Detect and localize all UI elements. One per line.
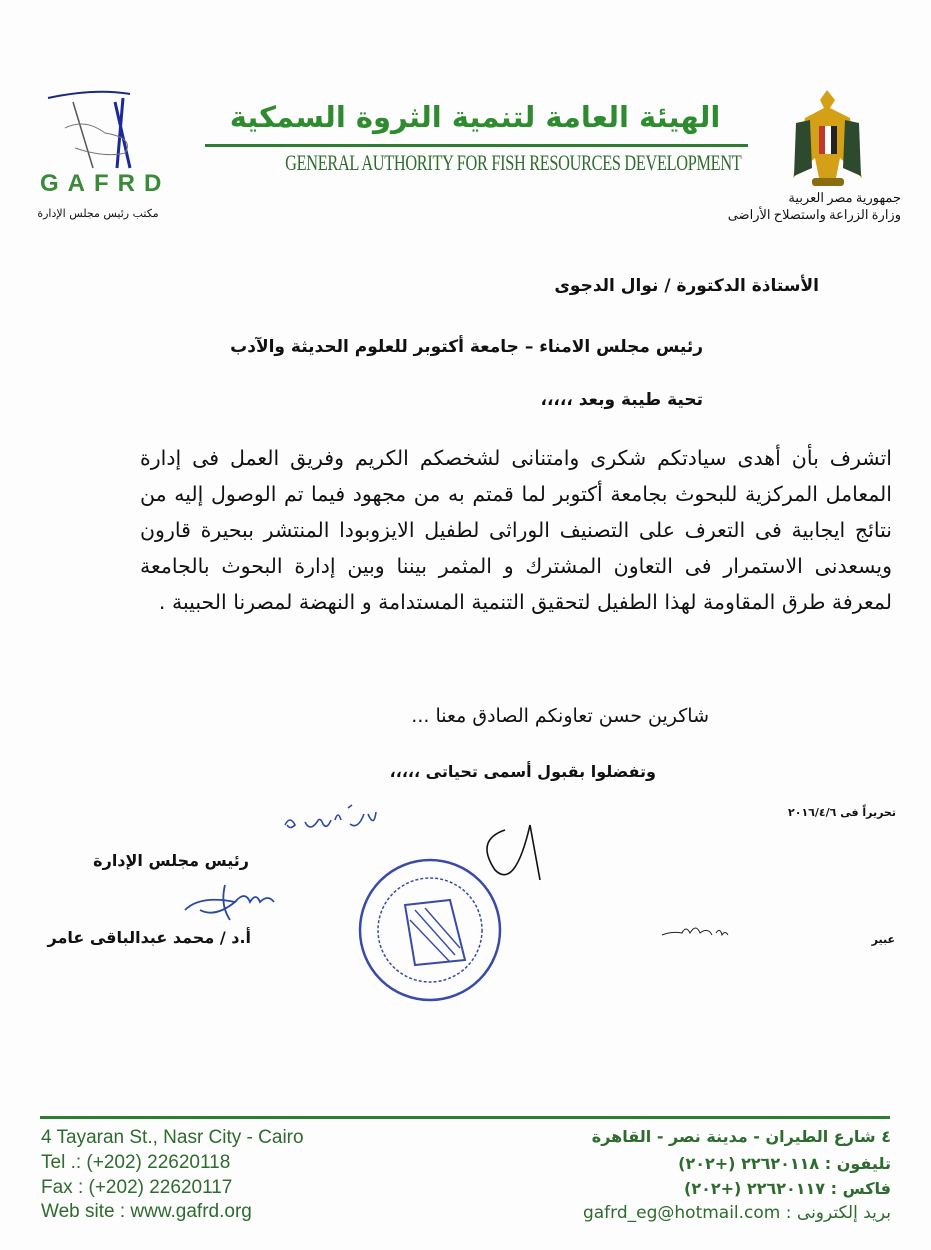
official-stamp-icon bbox=[355, 810, 555, 1010]
addressee: الأستاذة الدكتورة / نوال الدجوى bbox=[554, 276, 819, 296]
thanks-line: شاكرين حسن تعاونكم الصادق معنا ... bbox=[411, 705, 709, 727]
signatory-name: أ.د / محمد عبدالباقى عامر bbox=[47, 928, 251, 947]
footer-website-link[interactable]: Web site : www.gafrd.org bbox=[41, 1201, 252, 1222]
office-label: مكتب رئيس مجلس الإدارة bbox=[37, 207, 159, 220]
initials-icon bbox=[660, 915, 730, 945]
footer-fax-ar: فاكس : ٢٢٦٢٠١١٧ (+٢٠٢) bbox=[684, 1179, 891, 1198]
eagle-emblem-icon bbox=[790, 88, 865, 193]
country-label: جمهورية مصر العربية bbox=[788, 190, 901, 205]
signature-icon bbox=[180, 880, 290, 925]
header-divider bbox=[205, 144, 748, 147]
addressee-position: رئيس مجلس الامناء – جامعة أكتوبر للعلوم الحديثة والآدب bbox=[230, 337, 703, 357]
letter-body: اتشرف بأن أهدى سيادتكم شكرى وامتنانى لشخصكم الكريم وفريق العمل فى إدارة المعامل المركزية للبحوث بجامعة أكتوبر لما قمتم به من مجهود فيما تم الوصول إليه من نتائج ايجابية فى التعرف على التصنيف الوراثى لطفيل الايزوبودا المنتشر ببحيرة قارون ويسعدنى الاستمرار فى التعاون المشترك و المثمر بيننا وبين إدارة البحوث بالجامعة لمعرفة طرق المقاومة لهذا الطفيل لتحقيق التنمية المستدامة و النهضة لمصرنا الحبيبة . bbox=[140, 446, 892, 614]
arabic-title: الهيئة العامة لتنمية الثروة السمكية bbox=[229, 100, 721, 134]
typist-initials: عبير bbox=[871, 933, 895, 946]
signatory-title: رئيس مجلس الإدارة bbox=[93, 851, 249, 870]
footer-fax-en: Fax : (+202) 22620117 bbox=[41, 1177, 233, 1198]
ministry-label: وزارة الزراعة واستصلاح الأراضى bbox=[727, 207, 901, 222]
footer-tel-en: Tel .: (+202) 22620118 bbox=[41, 1152, 231, 1173]
closing-line: وتفضلوا بقبول أسمى تحياتى ،،،،، bbox=[389, 762, 656, 781]
letter-date: تحريراً فى ٢٠١٦/٤/٦ bbox=[788, 806, 896, 819]
greeting: تحية طيبة وبعد ،،،،، bbox=[540, 390, 703, 410]
footer-address-ar: ٤ شارع الطيران - مدينة نصر - القاهرة bbox=[591, 1127, 891, 1146]
footer-divider bbox=[40, 1116, 890, 1119]
footer-address-en: 4 Tayaran St., Nasr City - Cairo bbox=[41, 1127, 304, 1148]
english-title-row bbox=[205, 150, 748, 176]
footer-email-link[interactable]: بريد إلكترونى : gafrd_eg@hotmail.com bbox=[582, 1203, 891, 1223]
gafrd-logo-icon bbox=[45, 88, 165, 173]
logo-text: GAFRD bbox=[40, 170, 171, 197]
footer-tel-ar: تليفون : ٢٢٦٢٠١١٨ (+٢٠٢) bbox=[678, 1154, 891, 1173]
english-title: GENERAL AUTHORITY FOR FISH RESOURCES DEVELOPMENT bbox=[285, 150, 742, 175]
